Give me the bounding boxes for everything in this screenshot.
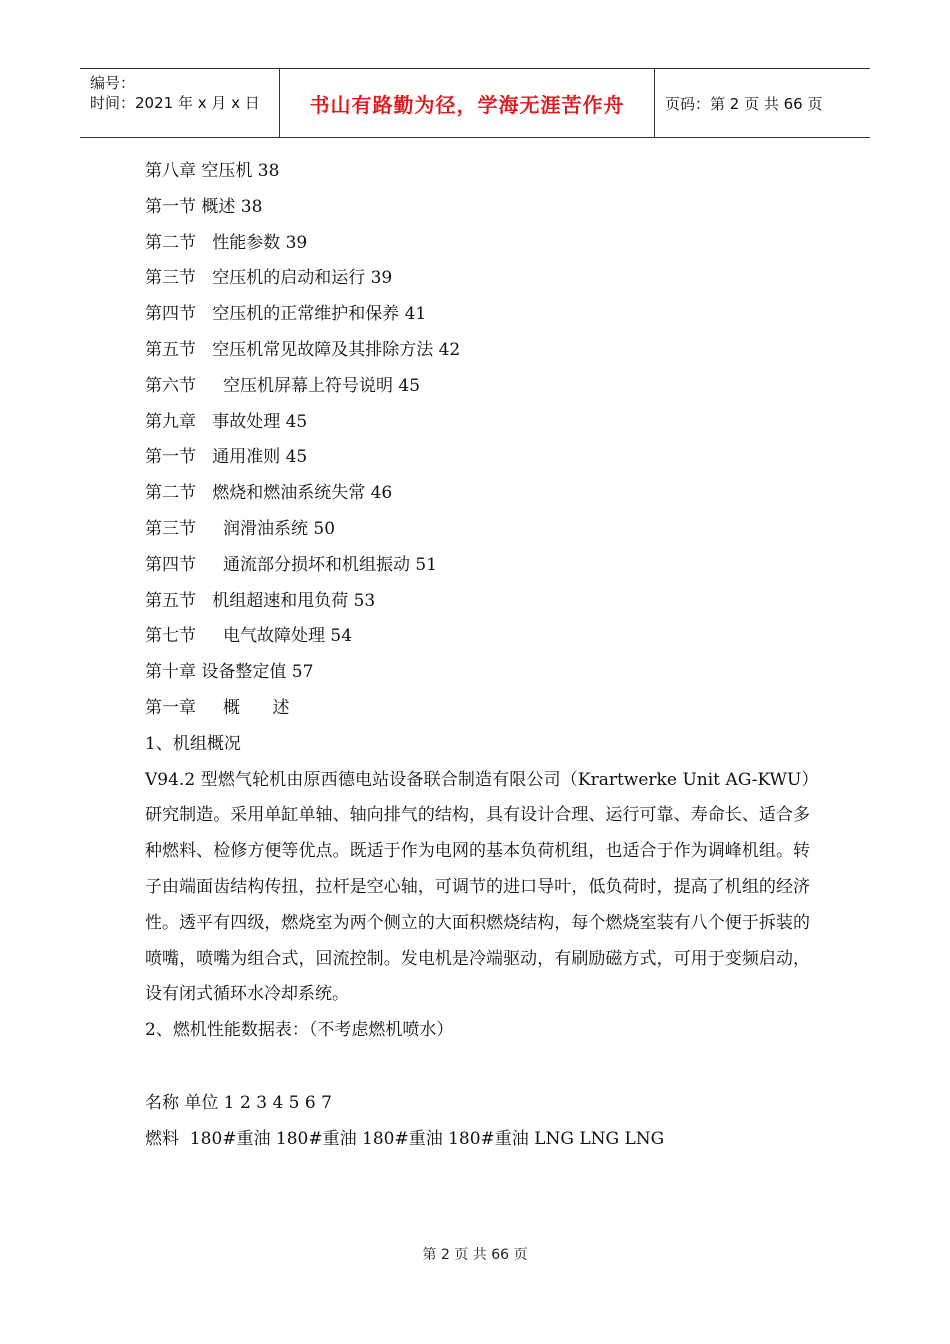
toc-entry: 第一节 通用准则 45 [145,447,308,468]
page-header [80,68,870,138]
table-header-row: 名称 单位 1 2 3 4 5 6 7 [145,1092,332,1113]
header-meta [80,69,280,137]
table-of-contents [145,154,810,691]
blank-line [145,1049,810,1086]
toc-entry: 第四节 空压机的正常维护和保养 41 [145,304,427,325]
toc-entry: 第五节 空压机常见故障及其排除方法 42 [145,339,461,360]
header-motto [280,69,655,137]
toc-entry: 第十章 设备整定值 57 [145,662,314,683]
toc-entry: 第七节 电气故障处理 54 [145,626,353,647]
toc-entry: 第二节 性能参数 39 [145,232,308,253]
toc-entry: 第六节 空压机屏幕上符号说明 45 [145,375,421,396]
toc-entry: 第八章 空压机 38 [145,161,280,181]
motto-text: 书山有路勤为径，学海无涯苦作舟 [309,92,625,117]
toc-entry: 第二节 燃烧和燃油系统失常 46 [145,483,393,504]
page-footer: 第 2 页 共 66 页 [422,1247,528,1263]
chapter-heading: 第一章 概 述 [145,697,290,718]
toc-entry: 第九章 事故处理 45 [145,411,308,432]
section-title: 1、机组概况 [145,733,241,754]
document-body [145,154,810,1158]
body-paragraph: V94.2 型燃气轮机由原西德电站设备联合制造有限公司（Krartwerke Unit AG-KWU）研究制造。采用单缸单轴、轴向排气的结构，具有设计合理、运行可靠、寿命长、适合多种燃料、检修方便等优点。既适于作为电网的基本负荷机组，也适合于作为调峰机组。转子由端面齿结构传扭，拉杆是空心轴，可调节的进口导叶，低负荷时，提高了机组的经济性。透平有四级，燃烧室为两个侧立的大面积燃烧结构，每个燃烧室装有八个便于拆装的喷嘴，喷嘴为组合式，回流控制。发电机是冷端驱动，有刷励磁方式，可用于变频启动，设有闭式循环水冷却系统。 [145,769,810,1005]
table-fuel-row: 燃料 180#重油 180#重油 180#重油 180#重油 LNG LNG LNG [145,1128,665,1149]
toc-entry: 第三节 润滑油系统 50 [145,518,336,539]
header-page-info: 页码：第 2 页 共 66 页 [665,94,823,113]
toc-entry: 第五节 机组超速和甩负荷 53 [145,590,376,611]
toc-entry: 第一节 概述 38 [145,196,263,217]
toc-entry: 第三节 空压机的启动和运行 39 [145,268,393,289]
document-number-label: 编号： [90,74,136,92]
section-title: 2、燃机性能数据表：（不考虑燃机喷水） [145,1020,454,1041]
document-date-label: 时间：2021 年 x 月 x 日 [90,94,260,112]
toc-entry: 第四节 通流部分损坏和机组振动 51 [145,554,438,575]
